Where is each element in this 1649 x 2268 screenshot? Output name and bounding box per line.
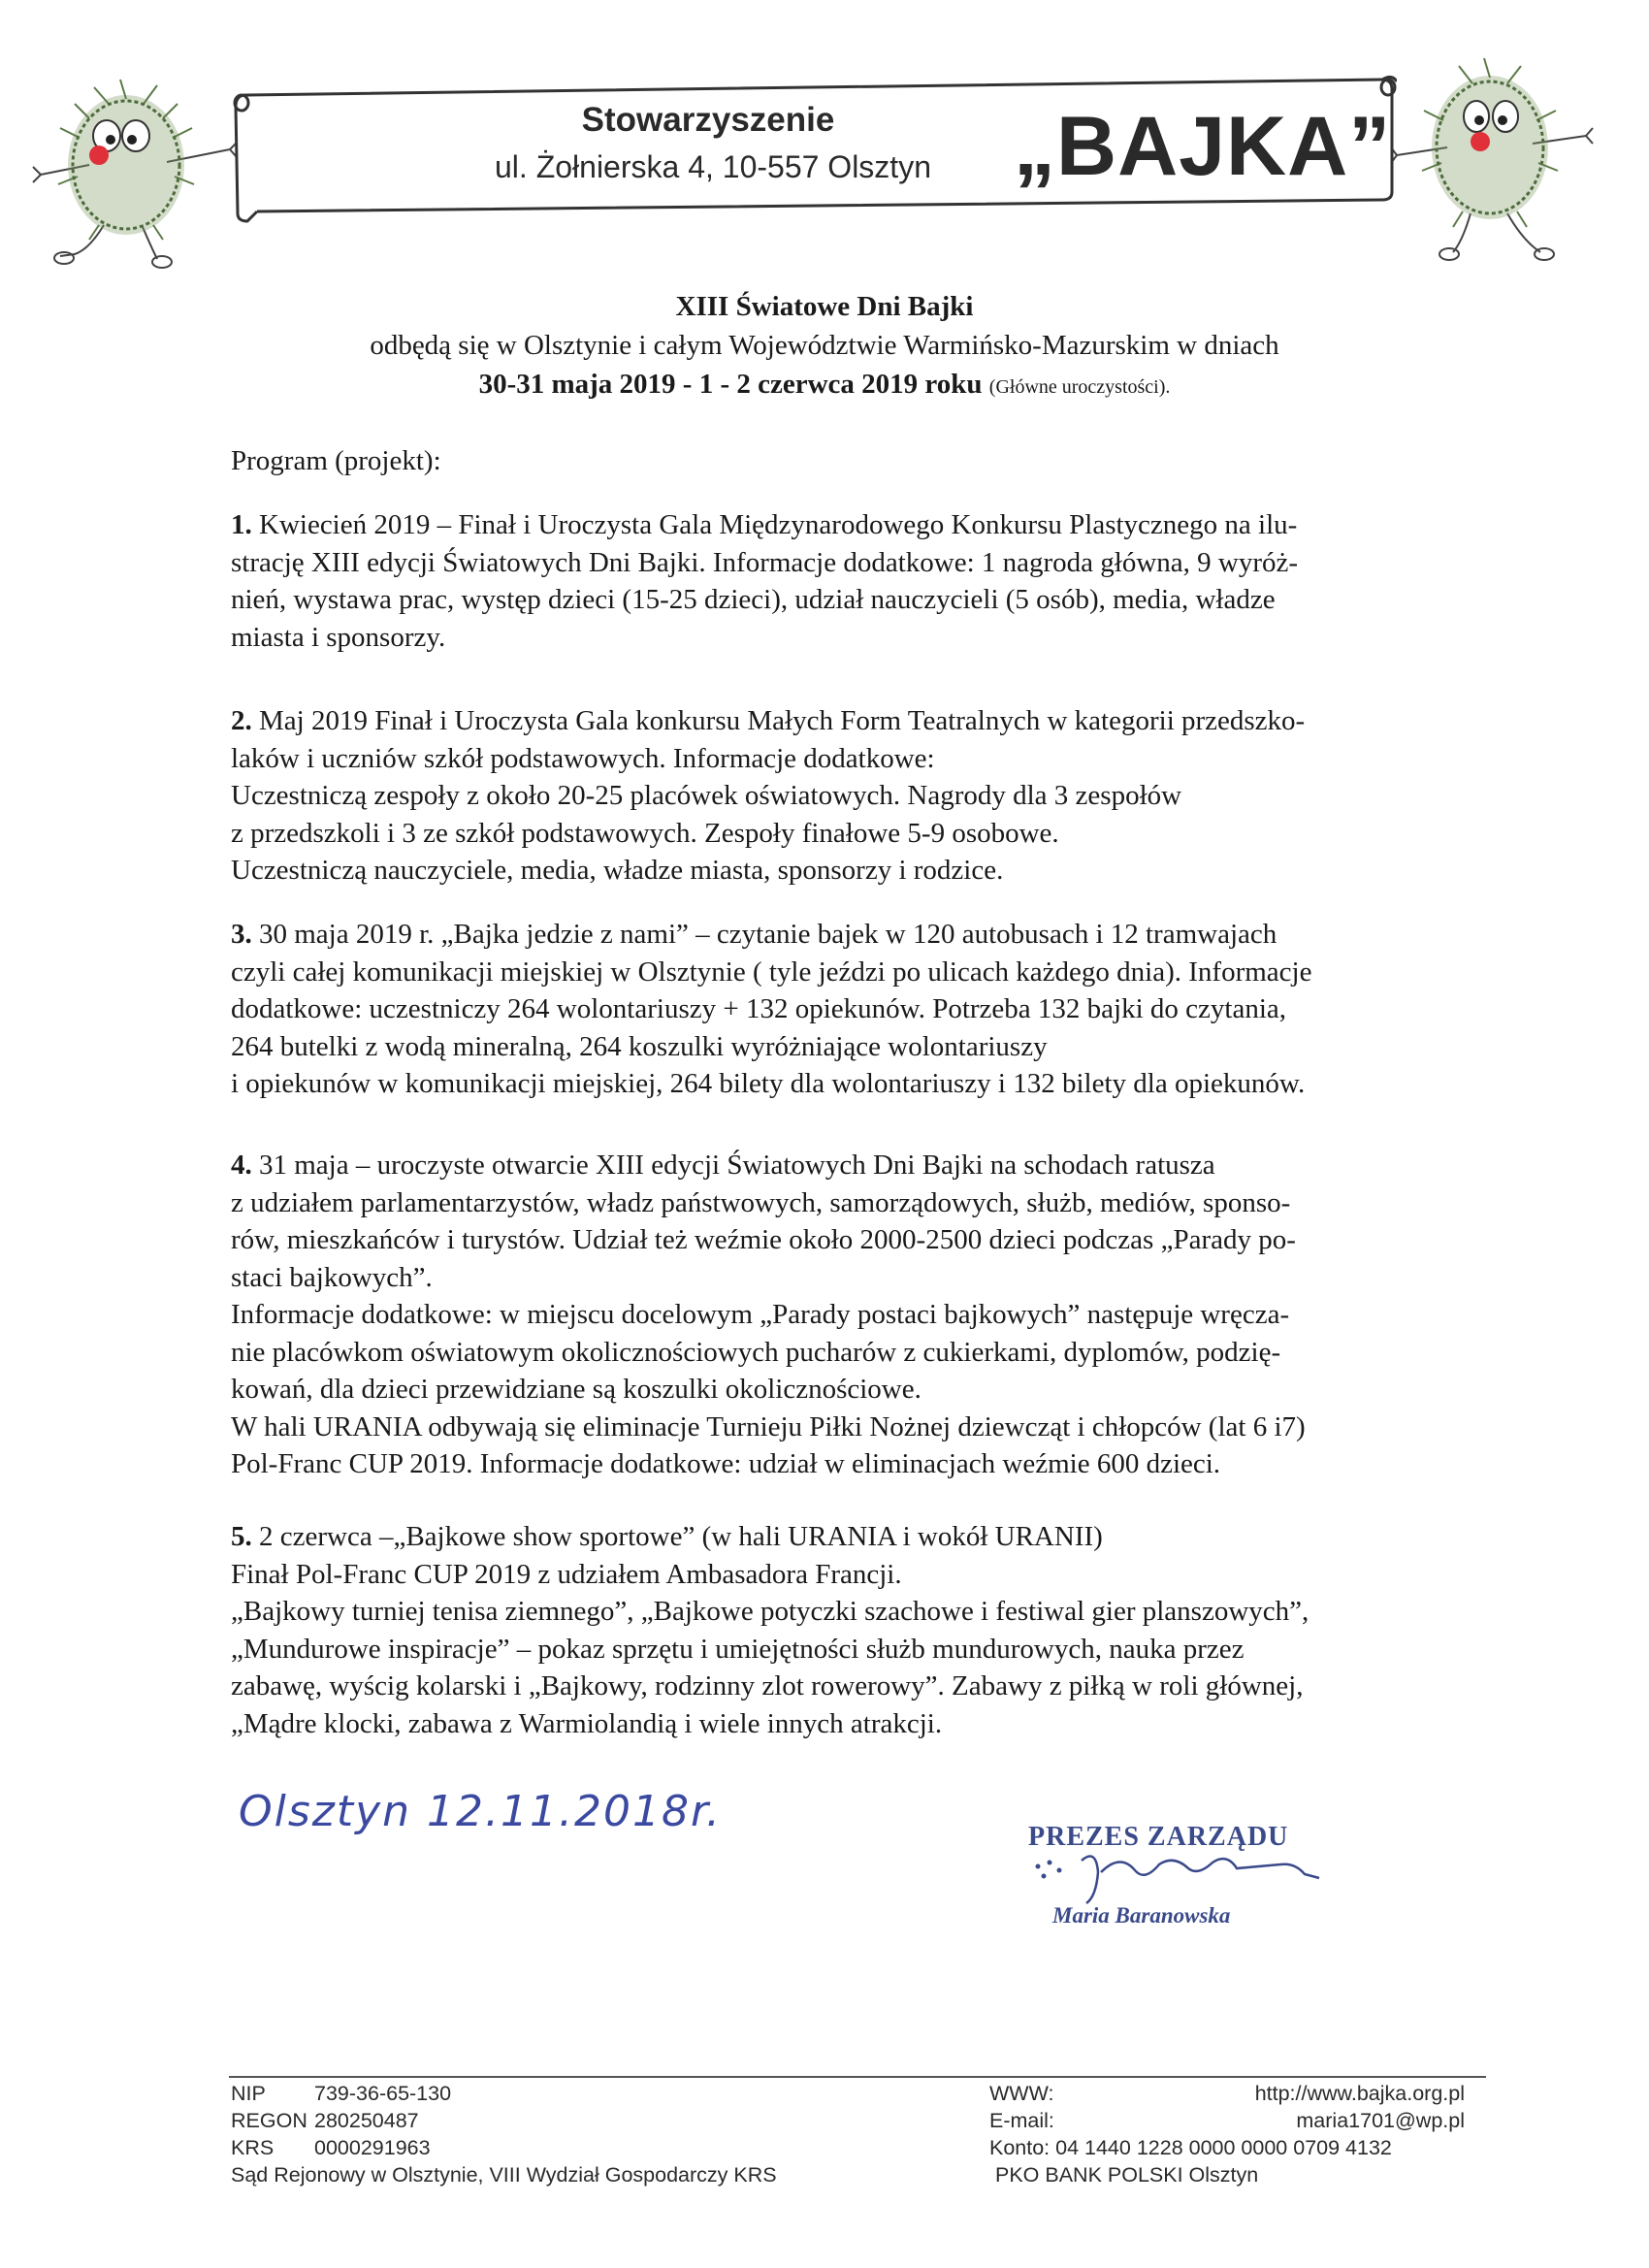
program-item-line: Uczestniczą zespoły z około 20-25 placówek oświatowych. Nagrody dla 3 zespołów [231,780,1182,811]
event-dates-line [213,369,1436,401]
program-item-line: i opiekunów w komunikacji miejskiej, 264 bilety dla wolontariuszy i 132 bilety dla opiekunów. [231,1068,1306,1099]
program-item-number: 5. [231,1521,252,1552]
program-item-line: „Mundurowe inspiracje” – pokaz sprzętu i umiejętności służb mundurowych, nauka przez [231,1633,1245,1665]
program-item-line: W hali URANIA odbywają się eliminacje Turnieju Piłki Nożnej dziewcząt i chłopców (lat 6 i7) [231,1410,1306,1442]
program-item-line: strację XIII edycji Światowych Dni Bajki. Informacje dodatkowe: 1 nagroda główna, 9 wyróż- [231,546,1299,578]
footer-label: KRS [231,2136,275,2159]
footer-court: Sąd Rejonowy w Olsztynie, VIII Wydział Gospodarczy KRS [231,2163,777,2187]
program-item-line: zabawę, wyścig kolarski i „Bajkowy, rodzinny zlot rowerowy”. Zabawy z piłką w roli głównej, [231,1670,1304,1701]
program-item-line: „Bajkowy turniej tenisa ziemnego”, „Bajkowe potyczki szachowe i festiwal gier planszowych”, [231,1596,1310,1627]
handwritten-signature [1028,1843,1339,1911]
program-item-line: kowań, dla dzieci przewidziane są koszulki okolicznościowe. [231,1374,922,1405]
program-item-1 [231,506,1482,656]
footer-label: E-mail: [989,2109,1054,2132]
event-dates-note: (Główne uroczystości). [988,376,1171,398]
program-item-2 [231,702,1482,890]
program-item-line: 2 czerwca –„Bajkowe show sportowe” (w hali URANIA i wokół URANII) [251,1521,1103,1552]
program-item-line: czyli całej komunikacji miejskiej w Olsztynie ( tyle jeździ po ulicach każdego dnia). Informacje [231,956,1312,988]
handwritten-place-date: Olsztyn 12.11.2018r. [239,1787,723,1836]
event-title: XIII Światowe Dni Bajki [675,291,974,322]
footer-value: 739-36-65-130 [314,2082,452,2105]
program-item-5 [231,1518,1482,1742]
footer-label: REGON [231,2109,307,2132]
program-item-line: 264 butelki z wodą mineralną, 264 koszulki wyróżniające wolontariuszy [231,1030,1048,1062]
email-link[interactable]: maria1701@wp.pl [1296,2109,1465,2132]
program-item-number: 2. [231,705,252,736]
footer-row-nip [231,2080,777,2107]
footer-row-www [989,2080,1465,2107]
organization-name: Stowarzyszenie [581,101,835,139]
organization-address: ul. Żołnierska 4, 10-557 Olsztyn [495,149,931,184]
program-label: Program (projekt): [231,445,441,476]
program-item-line: Finał Pol-Franc CUP 2019 z udziałem Ambasadora Francji. [231,1558,902,1590]
footer-row-email [989,2107,1465,2134]
footer-contact-block [989,2080,1465,2188]
organization-logo-text: „BAJKA” [1014,100,1392,193]
program-item-line: Kwiecień 2019 – Finał i Uroczysta Gala Międzynarodowego Konkursu Plastycznego na ilu- [251,509,1298,540]
footer-bank: PKO BANK POLSKI Olsztyn [995,2163,1259,2187]
signature-stamp-title: PREZES ZARZĄDU [1028,1822,1289,1852]
program-item-line: z udziałem parlamentarzystów, władz państwowych, samorządowych, służb, mediów, sponso- [231,1186,1291,1218]
footer-registration-block [231,2080,777,2188]
footer-label: NIP [231,2082,266,2105]
footer-row-regon [231,2107,777,2134]
letterhead-banner [228,68,1397,223]
signature-name: Maria Baranowska [1052,1903,1231,1928]
mascot-left-illustration [21,60,244,293]
program-item-number: 1. [231,509,252,540]
mascot-right-illustration [1387,47,1610,279]
program-item-line: nień, wystawa prac, występ dzieci (15-25 dzieci), udział nauczycieli (5 osób), media, władze [231,584,1276,615]
program-item-3 [231,916,1482,1103]
footer-divider [229,2076,1486,2078]
program-item-line: Maj 2019 Finał i Uroczysta Gala konkursu Małych Form Teatralnych w kategorii przedszko- [251,705,1306,736]
program-item-line: miasta i sponsorzy. [231,621,446,653]
footer-account: Konto: 04 1440 1228 0000 0000 0709 4132 [989,2136,1392,2159]
footer-value: 0000291963 [314,2136,431,2159]
program-item-line: staci bajkowych”. [231,1261,433,1293]
program-item-number: 4. [231,1150,252,1181]
program-item-line: 31 maja – uroczyste otwarcie XIII edycji Światowych Dni Bajki na schodach ratusza [251,1150,1215,1181]
program-item-line: „Mądre klocki, zabawa z Warmiolandią i wiele innych atrakcji. [231,1707,943,1739]
footer-label: WWW: [989,2082,1054,2105]
program-item-line: dodatkowe: uczestniczy 264 wolontariuszy + 132 opiekunów. Potrzeba 132 bajki do czytania, [231,993,1286,1024]
footer-row-krs [231,2134,777,2161]
program-item-line: Uczestniczą nauczyciele, media, władze miasta, sponsorzy i rodzice. [231,855,1004,886]
program-item-line: nie placówkom oświatowym okolicznościowych pucharów z cukierkami, dyplomów, podzię- [231,1336,1281,1368]
event-dates: 30-31 maja 2019 - 1 - 2 czerwca 2019 roku [478,369,983,400]
program-item-line: Pol-Franc CUP 2019. Informacje dodatkowe: udział w eliminacjach weźmie 600 dzieci. [231,1448,1221,1479]
program-item-line: 30 maja 2019 r. „Bajka jedzie z nami” – czytanie bajek w 120 autobusach i 12 tramwajach [251,919,1277,950]
footer-value: 280250487 [314,2109,419,2132]
program-item-line: rów, mieszkańców i turystów. Udział też weźmie około 2000-2500 dzieci podczas „Parady po- [231,1224,1296,1255]
program-item-line: Informacje dodatkowe: w miejscu docelowym „Parady postaci bajkowych” następuje wręcza- [231,1299,1290,1330]
program-item-4 [231,1147,1482,1483]
event-location-line: odbędą się w Olsztynie i całym Województwie Warmińsko-Mazurskim w dniach [370,330,1279,361]
program-item-line: laków i uczniów szkół podstawowych. Informacje dodatkowe: [231,742,935,774]
program-item-number: 3. [231,919,252,950]
website-link[interactable]: http://www.bajka.org.pl [1254,2082,1465,2105]
program-item-line: z przedszkoli i 3 ze szkół podstawowych. Zespoły finałowe 5-9 osobowe. [231,817,1059,849]
